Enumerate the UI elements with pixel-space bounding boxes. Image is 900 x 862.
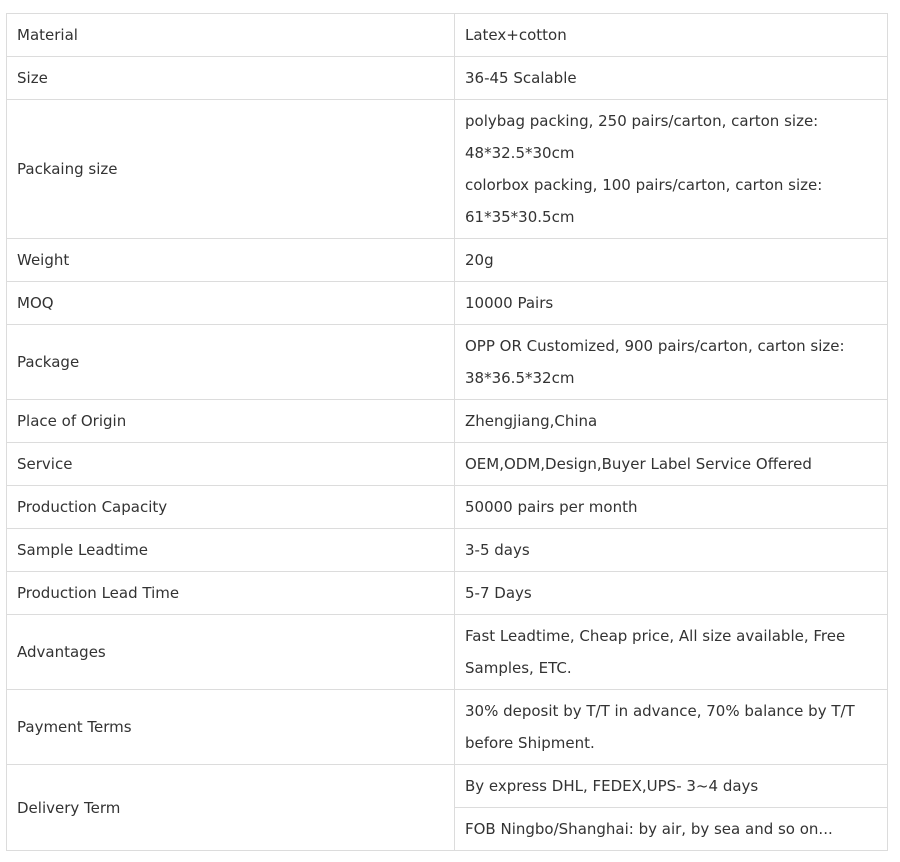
spec-value-line: Samples, ETC. bbox=[465, 659, 572, 677]
spec-value-line: Latex+cotton bbox=[465, 26, 567, 44]
spec-value-line: FOB Ningbo/Shanghai: by air, by sea and so on... bbox=[465, 820, 833, 838]
spec-value-line: Zhengjiang,China bbox=[465, 412, 598, 430]
spec-value bbox=[455, 239, 888, 282]
spec-value bbox=[455, 325, 888, 400]
spec-value-line: 10000 Pairs bbox=[465, 294, 554, 312]
spec-label: Weight bbox=[7, 239, 455, 282]
spec-label: Advantages bbox=[7, 615, 455, 690]
table-row bbox=[7, 690, 888, 765]
spec-value bbox=[455, 14, 888, 57]
spec-value-line: 20g bbox=[465, 251, 494, 269]
spec-value bbox=[455, 400, 888, 443]
table-row bbox=[7, 400, 888, 443]
table-row bbox=[7, 615, 888, 690]
spec-value-line: colorbox packing, 100 pairs/carton, carton size: bbox=[465, 176, 823, 194]
spec-value bbox=[455, 808, 888, 851]
spec-value bbox=[455, 100, 888, 239]
spec-value-line: 5-7 Days bbox=[465, 584, 532, 602]
product-spec-table bbox=[6, 13, 888, 851]
table-row bbox=[7, 765, 888, 808]
spec-value-line: 30% deposit by T/T in advance, 70% balance by T/T bbox=[465, 702, 855, 720]
table-row bbox=[7, 572, 888, 615]
spec-value-line: By express DHL, FEDEX,UPS- 3~4 days bbox=[465, 777, 759, 795]
spec-value bbox=[455, 765, 888, 808]
spec-value-line: OPP OR Customized, 900 pairs/carton, carton size: bbox=[465, 337, 845, 355]
spec-value-line: before Shipment. bbox=[465, 734, 595, 752]
spec-label: Delivery Term bbox=[7, 765, 455, 851]
spec-label: Production Lead Time bbox=[7, 572, 455, 615]
spec-value-line: OEM,ODM,Design,Buyer Label Service Offered bbox=[465, 455, 812, 473]
spec-value-line: 48*32.5*30cm bbox=[465, 144, 575, 162]
table-row bbox=[7, 239, 888, 282]
spec-value bbox=[455, 615, 888, 690]
spec-label: Sample Leadtime bbox=[7, 529, 455, 572]
spec-value bbox=[455, 57, 888, 100]
spec-value-line: polybag packing, 250 pairs/carton, carton size: bbox=[465, 112, 819, 130]
spec-value bbox=[455, 486, 888, 529]
spec-label: Packaing size bbox=[7, 100, 455, 239]
spec-value-line: 38*36.5*32cm bbox=[465, 369, 575, 387]
table-row bbox=[7, 325, 888, 400]
table-row bbox=[7, 100, 888, 239]
table-row bbox=[7, 14, 888, 57]
table-row bbox=[7, 486, 888, 529]
spec-value bbox=[455, 529, 888, 572]
spec-value bbox=[455, 443, 888, 486]
table-row bbox=[7, 57, 888, 100]
spec-value-line: 3-5 days bbox=[465, 541, 530, 559]
spec-value-line: Fast Leadtime, Cheap price, All size available, Free bbox=[465, 627, 846, 645]
table-row bbox=[7, 282, 888, 325]
spec-label: Place of Origin bbox=[7, 400, 455, 443]
spec-label: MOQ bbox=[7, 282, 455, 325]
spec-value-line: 50000 pairs per month bbox=[465, 498, 638, 516]
spec-value-line: 36-45 Scalable bbox=[465, 69, 577, 87]
table-row bbox=[7, 529, 888, 572]
spec-value bbox=[455, 282, 888, 325]
spec-label: Material bbox=[7, 14, 455, 57]
spec-value bbox=[455, 572, 888, 615]
spec-label: Package bbox=[7, 325, 455, 400]
table-row bbox=[7, 443, 888, 486]
spec-label: Service bbox=[7, 443, 455, 486]
spec-value bbox=[455, 690, 888, 765]
spec-label: Size bbox=[7, 57, 455, 100]
spec-label: Payment Terms bbox=[7, 690, 455, 765]
spec-label: Production Capacity bbox=[7, 486, 455, 529]
spec-value-line: 61*35*30.5cm bbox=[465, 208, 575, 226]
